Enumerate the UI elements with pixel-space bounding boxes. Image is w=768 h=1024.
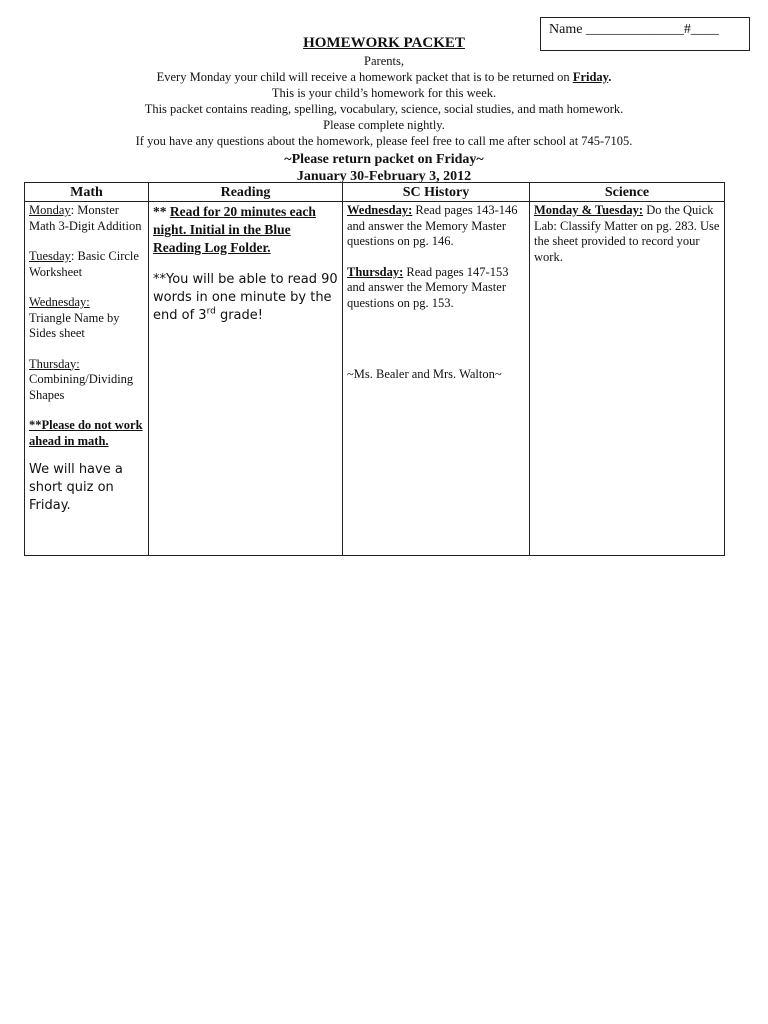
header-sc-history: SC History xyxy=(343,183,530,202)
header-math: Math xyxy=(25,183,149,202)
table-header-row xyxy=(25,183,725,202)
science-label: Monday & Tuesday: xyxy=(534,203,644,217)
history-cell xyxy=(343,202,530,556)
math-wednesday-label: Wednesday: xyxy=(29,295,90,309)
packet-header xyxy=(0,34,768,185)
history-thursday-label: Thursday: xyxy=(347,264,404,279)
reading-cell xyxy=(149,202,343,556)
return-note: ~Please return packet on Friday~ xyxy=(284,152,484,167)
header-science: Science xyxy=(530,183,725,202)
math-thursday-label: Thursday: xyxy=(29,356,80,371)
intro-line-5: If you have any questions about the homework, please feel free to call me after school at 745-7105. xyxy=(135,134,633,148)
reading-assignment xyxy=(153,203,338,257)
intro-line-1-end: . xyxy=(608,70,612,84)
math-monday-text: : Monster Math 3-Digit Addition xyxy=(29,203,142,233)
reading-goal xyxy=(153,271,338,325)
homework-table xyxy=(24,182,725,556)
science-cell xyxy=(530,202,725,556)
reading-goal-sup: rd xyxy=(206,306,216,317)
date-range: January 30-February 3, 2012 xyxy=(296,169,472,184)
math-thursday xyxy=(29,357,144,404)
page-title: HOMEWORK PACKET xyxy=(303,35,465,51)
reading-goal-end: grade! xyxy=(215,308,263,323)
science-assignment xyxy=(534,203,720,265)
math-tuesday xyxy=(29,249,144,280)
intro-line-1-text: Every Monday your child will receive a homework packet that is to be returned on xyxy=(156,70,573,84)
history-thursday-text: Read pages 147-153 and answer the Memory Master questions on pg. 153. xyxy=(347,264,509,310)
math-cell xyxy=(25,202,149,556)
math-warning: **Please do not work ahead in math. xyxy=(29,418,143,448)
intro-line-1 xyxy=(0,69,768,85)
math-tuesday-label: Tuesday xyxy=(29,249,71,263)
reading-assignment-text: Read for 20 minutes each night. Initial in the Blue Reading Log Folder. xyxy=(153,204,316,255)
history-wednesday-text: Read pages 143-146 and answer the Memory Master questions on pg. 146. xyxy=(347,203,518,248)
history-wednesday xyxy=(347,203,525,250)
intro-line-2: This is your child’s homework for this week. xyxy=(271,86,497,100)
math-monday-label: Monday xyxy=(29,203,71,217)
table-row xyxy=(25,202,725,556)
history-thursday xyxy=(347,265,525,312)
science-text: Do the Quick Lab: Classify Matter on pg. 283. Use the sheet provided to record your work. xyxy=(534,203,720,264)
header-reading: Reading xyxy=(149,183,343,202)
intro-line-4: Please complete nightly. xyxy=(323,118,445,132)
name-field-label: Name ______________#____ xyxy=(549,22,719,37)
history-wednesday-label: Wednesday: xyxy=(347,203,413,217)
math-wednesday xyxy=(29,295,144,342)
math-tuesday-text: : Basic Circle Worksheet xyxy=(29,249,139,279)
math-monday xyxy=(29,203,144,234)
reading-goal-text: **You will be able to read 90 words in one minute by the end of 3 xyxy=(153,272,338,323)
return-day: Friday xyxy=(572,70,609,84)
greeting: Parents, xyxy=(364,54,404,68)
intro-line-3: This packet contains reading, spelling, vocabulary, science, social studies, and math homework. xyxy=(144,102,624,116)
math-wednesday-text: Triangle Name by Sides sheet xyxy=(29,310,120,340)
teacher-signature: ~Ms. Bealer and Mrs. Walton~ xyxy=(347,367,502,381)
math-quiz-note: We will have a short quiz on Friday. xyxy=(29,462,123,513)
math-thursday-text: Combining/Dividing Shapes xyxy=(29,372,134,402)
reading-stars: ** xyxy=(153,204,170,219)
